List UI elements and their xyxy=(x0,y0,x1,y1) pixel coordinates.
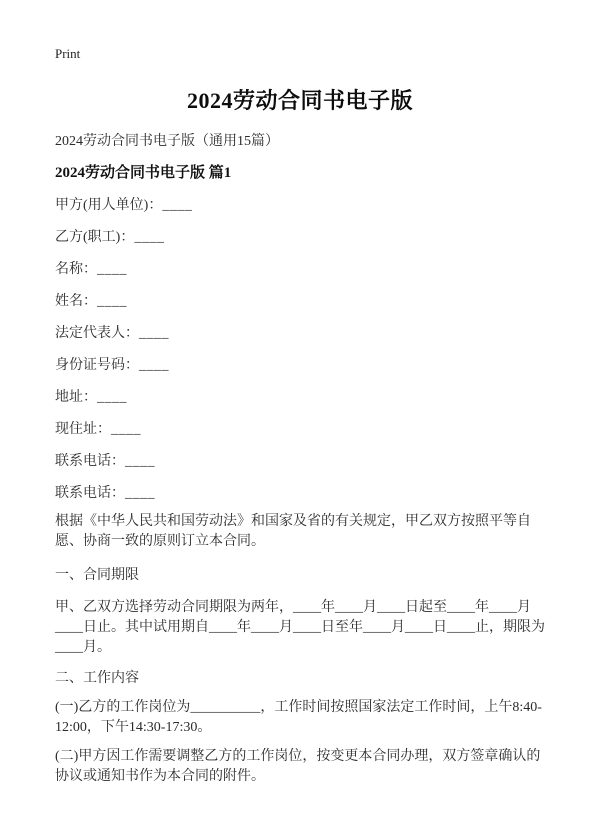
section2-heading: 二、工作内容 xyxy=(55,671,139,686)
section1-heading: 一、合同期限 xyxy=(55,568,139,583)
field-row-employee-name xyxy=(55,292,545,311)
field-label: 现住址： xyxy=(55,422,111,437)
field-label: 联系电话： xyxy=(55,486,125,501)
field-row-current-address xyxy=(55,420,545,439)
section2-item2: (二)甲方因工作需要调整乙方的工作岗位，按变更本合同办理，双方签章确认的协议或通知书作为本合同的附件。 xyxy=(55,749,541,784)
field-blank: ____ xyxy=(97,262,127,277)
field-blank: ____ xyxy=(125,454,155,469)
field-blank: ____ xyxy=(139,326,169,341)
field-label: 名称： xyxy=(55,262,97,277)
field-row-party-b xyxy=(55,228,545,247)
field-label: 身份证号码： xyxy=(55,358,139,373)
field-row-id-number xyxy=(55,356,545,375)
field-label: 甲方(用人单位)： xyxy=(55,198,163,213)
field-blank: ____ xyxy=(139,358,169,373)
field-label: 姓名： xyxy=(55,294,97,309)
document-subtitle: 2024劳动合同书电子版（通用15篇） xyxy=(55,134,279,149)
field-blank: ____ xyxy=(125,486,155,501)
section2-item1: (一)乙方的工作岗位为__________，工作时间按照国家法定工作时间，上午8:40-12:00，下午14:30-17:30。 xyxy=(55,700,542,735)
field-row-phone-a xyxy=(55,452,545,471)
field-blank: ____ xyxy=(134,230,165,245)
field-row-company-name xyxy=(55,260,545,279)
field-blank: ____ xyxy=(111,422,141,437)
field-row-phone-b xyxy=(55,484,545,503)
field-row-address xyxy=(55,388,545,407)
field-label: 联系电话： xyxy=(55,454,125,469)
document-title: 2024劳动合同书电子版 xyxy=(186,88,413,113)
field-blank: ____ xyxy=(97,390,127,405)
field-label: 法定代表人： xyxy=(55,326,139,341)
field-row-party-a xyxy=(55,196,545,215)
print-link[interactable]: Print xyxy=(55,46,81,61)
section1-paragraph: 甲、乙双方选择劳动合同期限为两年，____年____月____日起至____年____月____日止。其中试用期自____年____月____日至年____月____日____止，期限为____月。 xyxy=(55,600,545,655)
field-label: 地址： xyxy=(55,390,97,405)
field-blank: ____ xyxy=(162,198,193,213)
part-heading: 2024劳动合同书电子版 篇1 xyxy=(55,165,232,181)
field-blank: ____ xyxy=(97,294,127,309)
field-row-legal-representative xyxy=(55,324,545,343)
field-label: 乙方(职工)： xyxy=(55,230,135,245)
intro-paragraph: 根据《中华人民共和国劳动法》和国家及省的有关规定，甲乙双方按照平等自愿、协商一致的原则订立本合同。 xyxy=(55,514,531,549)
